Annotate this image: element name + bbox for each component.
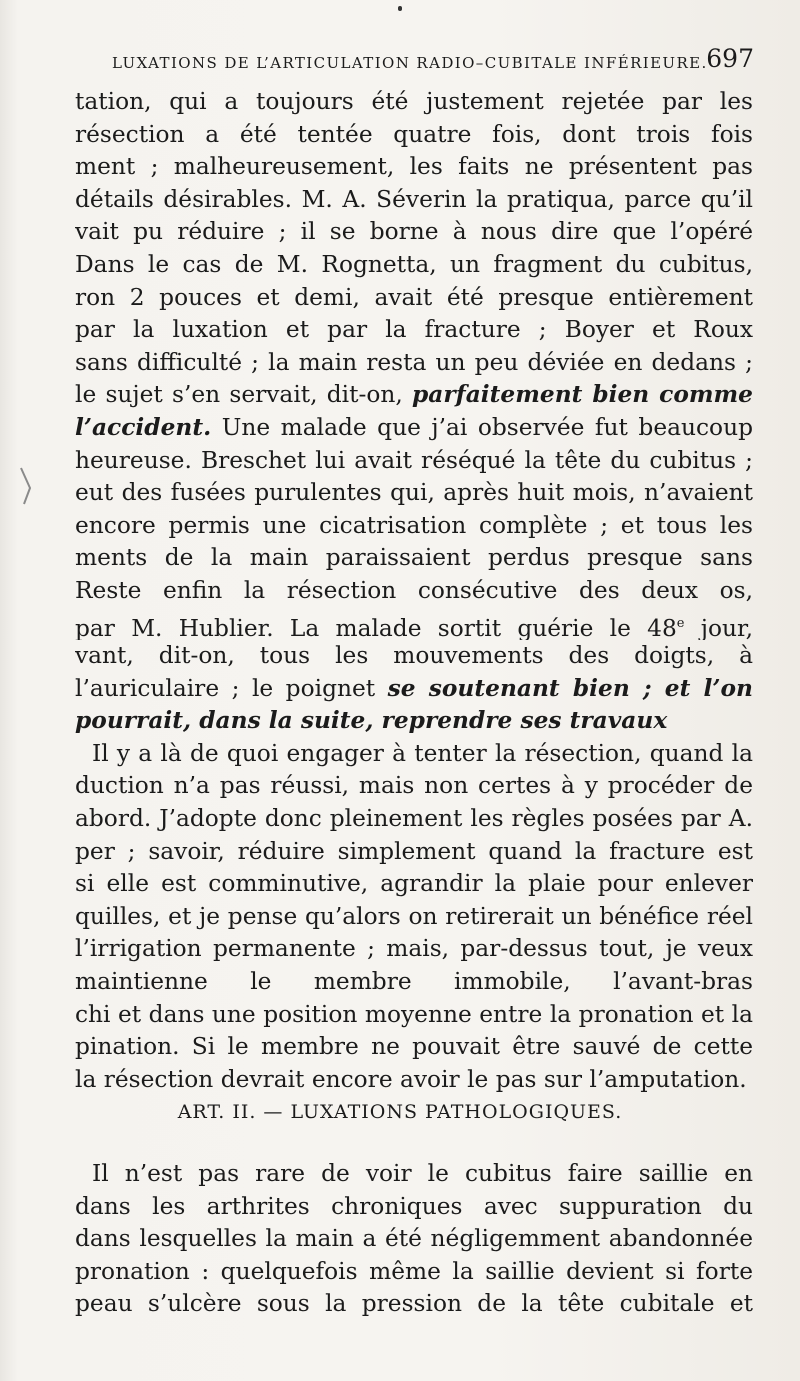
text-run: le sujet s’en servait, dit-on,	[75, 381, 413, 409]
text-line: vait pu réduire ; il se borne à nous dire que l’opéré	[75, 218, 753, 246]
margin-pencil-mark	[18, 466, 38, 506]
text-run: jour,	[700, 614, 753, 641]
running-title: LUXATIONS DE L’ARTICULATION RADIO–CUBITALE INFÉRIEURE.	[112, 54, 708, 72]
text-line: peau s’ulcère sous la pression de la tête cubitale et	[75, 1290, 753, 1318]
italic-quote: se soutenant bien ; et l’on	[387, 674, 753, 702]
text-line: encore permis une cicatrisation complète ; et tous les	[75, 511, 753, 539]
italic-quote: parfaitement bien comme	[412, 381, 753, 409]
superscript: e	[676, 615, 685, 631]
text-run: Une malade que j’ai observée fut beaucoup	[221, 413, 753, 441]
print-speck	[398, 6, 402, 11]
paragraph-first-line: Il n’est pas rare de voir le cubitus faire saillie en	[92, 1160, 753, 1187]
text-line: par la luxation et par la fracture ; Boyer et Roux	[75, 316, 753, 344]
text-line-italic: pourrait, dans la suite, reprendre ses travaux	[75, 707, 668, 735]
text-line: ron 2 pouces et demi, avait été presque entièrement	[75, 283, 753, 311]
text-line: dans les arthrites chroniques avec suppuration du	[75, 1192, 753, 1220]
italic-quote: l’accident.	[75, 413, 212, 441]
text-line: si elle est comminutive, agrandir la plaie pour enlever	[75, 870, 753, 898]
text-line: résection a été tentée quatre fois, dont trois fois	[75, 120, 753, 148]
text-line	[75, 412, 753, 445]
text-line	[75, 608, 753, 641]
text-run: par M. Hublier. La malade sortit guérie le 48	[75, 614, 677, 641]
text-line: per ; savoir, réduire simplement quand la fracture est	[75, 837, 753, 865]
text-line: pination. Si le membre ne pouvait être sauvé de cette	[75, 1033, 753, 1061]
text-line: Reste enfin la résection consécutive des deux os,	[75, 576, 753, 604]
text-line: ment ; malheureusement, les faits ne présentent pas	[75, 153, 753, 181]
text-line: duction n’a pas réussi, mais non certes à y procéder de	[75, 772, 753, 800]
text-line: quilles, et je pense qu’alors on retirerait un bénéfice réel	[75, 902, 753, 930]
body-text	[75, 86, 753, 1096]
text-line	[75, 379, 753, 412]
text-line: la résection devrait encore avoir le pas sur l’amputation.	[75, 1065, 747, 1093]
text-line: tation, qui a toujours été justement rejetée par les	[75, 88, 753, 115]
text-line: Dans le cas de M. Rognetta, un fragment du cubitus,	[75, 250, 753, 278]
text-line: heureuse. Breschet lui avait réséqué la tête du cubitus ;	[75, 446, 753, 474]
text-line: l’irrigation permanente ; mais, par-dessus tout, je veux	[75, 935, 753, 963]
running-header	[112, 44, 754, 78]
page-number: 697	[706, 44, 754, 73]
text-line: sans difficulté ; la main resta un peu déviée en dedans ;	[75, 348, 753, 376]
paragraph-first-line: Il y a là de quoi engager à tenter la résection, quand la	[92, 739, 753, 767]
text-line: détails désirables. M. A. Séverin la pratiqua, parce qu’il	[75, 185, 753, 213]
text-line: maintienne le membre immobile, l’avant-bras	[75, 968, 753, 996]
text-line: vant, dit-on, tous les mouvements des doigts, à	[75, 642, 753, 670]
text-line: eut des fusées purulentes qui, après huit mois, n’avaient	[75, 479, 753, 507]
text-line: dans lesquelles la main a été négligemment abandonnée	[75, 1225, 753, 1253]
text-line: pronation : quelquefois même la saillie devient si forte	[75, 1257, 753, 1285]
section-heading: ART. II. — LUXATIONS PATHOLOGIQUES.	[177, 1101, 623, 1123]
text-line: ments de la main paraissaient perdus presque sans	[75, 544, 753, 572]
text-line: chi et dans une position moyenne entre la pronation et la	[75, 1000, 753, 1028]
text-run: l’auriculaire ; le poignet	[75, 674, 388, 702]
body-text-2	[75, 1158, 753, 1321]
text-line	[75, 673, 753, 706]
text-line: abord. J’adopte donc pleinement les règles posées par A.	[75, 805, 753, 833]
